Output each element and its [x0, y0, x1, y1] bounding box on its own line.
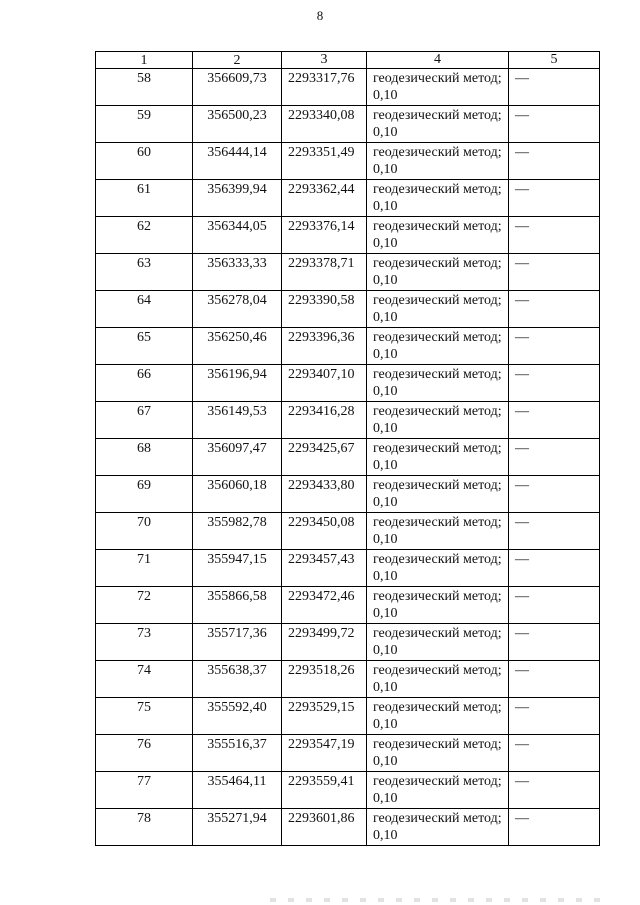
coordinate-y-cell — [282, 735, 367, 772]
method-cell — [367, 735, 509, 772]
description-cell-text: — — [515, 700, 529, 715]
point-number-cell-text: 76 — [137, 737, 151, 752]
point-number-cell — [96, 254, 193, 291]
scan-artifact — [270, 898, 610, 902]
coordinate-y-cell — [282, 624, 367, 661]
description-cell — [509, 809, 600, 846]
coordinate-x-cell — [193, 180, 282, 217]
coordinate-x-cell-text: 355982,78 — [207, 515, 267, 530]
description-cell — [509, 587, 600, 624]
point-number-cell — [96, 439, 193, 476]
coordinate-x-cell — [193, 772, 282, 809]
coordinate-y-cell-text: 2293433,80 — [288, 478, 355, 493]
table-row — [96, 550, 600, 587]
column-header-5: 5 — [509, 52, 600, 69]
method-cell — [367, 513, 509, 550]
coordinate-y-cell-text: 2293362,44 — [288, 182, 355, 197]
point-number-cell-text: 65 — [137, 330, 151, 345]
table-row — [96, 328, 600, 365]
point-number-cell-text: 60 — [137, 145, 151, 160]
coordinate-x-cell-text: 356196,94 — [207, 367, 267, 382]
coordinate-x-cell — [193, 143, 282, 180]
table-row — [96, 735, 600, 772]
table-body — [96, 69, 600, 846]
description-cell — [509, 365, 600, 402]
method-cell-text: геодезический метод; 0,10 — [373, 663, 502, 695]
point-number-cell — [96, 550, 193, 587]
coordinate-y-cell — [282, 550, 367, 587]
description-cell — [509, 476, 600, 513]
coordinate-y-cell — [282, 698, 367, 735]
coordinate-y-cell-text: 2293559,41 — [288, 774, 355, 789]
description-cell — [509, 439, 600, 476]
point-number-cell-text: 73 — [137, 626, 151, 641]
point-number-cell — [96, 587, 193, 624]
table-header-row — [96, 52, 600, 69]
coordinate-x-cell-text: 355464,11 — [207, 774, 267, 789]
method-cell-text: геодезический метод; 0,10 — [373, 478, 502, 510]
table-row — [96, 365, 600, 402]
point-number-cell-text: 58 — [137, 71, 151, 86]
description-cell-text: — — [515, 811, 529, 826]
method-cell — [367, 624, 509, 661]
method-cell — [367, 772, 509, 809]
point-number-cell — [96, 661, 193, 698]
coordinate-y-cell — [282, 106, 367, 143]
coordinate-x-cell-text: 355516,37 — [207, 737, 267, 752]
description-cell — [509, 661, 600, 698]
method-cell — [367, 402, 509, 439]
coordinate-y-cell — [282, 513, 367, 550]
description-cell — [509, 291, 600, 328]
description-cell — [509, 254, 600, 291]
point-number-cell-text: 68 — [137, 441, 151, 456]
coordinate-y-cell-text: 2293317,76 — [288, 71, 355, 86]
point-number-cell — [96, 402, 193, 439]
coordinate-y-cell-text: 2293425,67 — [288, 441, 355, 456]
description-cell — [509, 513, 600, 550]
method-cell-text: геодезический метод; 0,10 — [373, 774, 502, 806]
coordinate-y-cell-text: 2293450,08 — [288, 515, 355, 530]
description-cell-text: — — [515, 589, 529, 604]
point-number-cell — [96, 106, 193, 143]
coordinate-y-cell — [282, 809, 367, 846]
point-number-cell-text: 61 — [137, 182, 151, 197]
coordinate-x-cell-text: 355271,94 — [207, 811, 267, 826]
coordinate-x-cell — [193, 365, 282, 402]
description-cell-text: — — [515, 293, 529, 308]
description-cell-text: — — [515, 478, 529, 493]
method-cell — [367, 106, 509, 143]
coordinate-y-cell-text: 2293351,49 — [288, 145, 355, 160]
point-number-cell-text: 75 — [137, 700, 151, 715]
point-number-cell — [96, 476, 193, 513]
column-header-4: 4 — [367, 52, 509, 69]
page-number: 8 — [316, 8, 324, 23]
description-cell — [509, 402, 600, 439]
point-number-cell-text: 67 — [137, 404, 151, 419]
coordinate-x-cell-text: 356344,05 — [207, 219, 267, 234]
point-number-cell — [96, 217, 193, 254]
coordinate-y-cell — [282, 291, 367, 328]
table-row — [96, 661, 600, 698]
point-number-cell-text: 59 — [137, 108, 151, 123]
coordinate-y-cell — [282, 661, 367, 698]
coordinate-y-cell — [282, 69, 367, 106]
coordinate-x-cell-text: 355866,58 — [207, 589, 267, 604]
table-row — [96, 698, 600, 735]
coordinate-y-cell-text: 2293529,15 — [288, 700, 355, 715]
description-cell-text: — — [515, 71, 529, 86]
coordinate-x-cell — [193, 587, 282, 624]
point-number-cell-text: 64 — [137, 293, 151, 308]
description-cell-text: — — [515, 330, 529, 345]
coordinate-x-cell — [193, 476, 282, 513]
method-cell — [367, 698, 509, 735]
method-cell-text: геодезический метод; 0,10 — [373, 293, 502, 325]
point-number-cell — [96, 735, 193, 772]
method-cell — [367, 809, 509, 846]
description-cell-text: — — [515, 626, 529, 641]
method-cell — [367, 69, 509, 106]
method-cell-text: геодезический метод; 0,10 — [373, 219, 502, 251]
coordinate-x-cell-text: 356250,46 — [207, 330, 267, 345]
table-row — [96, 439, 600, 476]
description-cell-text: — — [515, 367, 529, 382]
coordinate-y-cell — [282, 476, 367, 513]
coordinate-x-cell — [193, 624, 282, 661]
method-cell — [367, 661, 509, 698]
coordinate-x-cell-text: 356278,04 — [207, 293, 267, 308]
method-cell-text: геодезический метод; 0,10 — [373, 145, 502, 177]
point-number-cell — [96, 180, 193, 217]
description-cell-text: — — [515, 663, 529, 678]
coordinate-x-cell-text: 355592,40 — [207, 700, 267, 715]
table-row — [96, 254, 600, 291]
table-row — [96, 106, 600, 143]
point-number-cell — [96, 143, 193, 180]
point-number-cell-text: 69 — [137, 478, 151, 493]
method-cell-text: геодезический метод; 0,10 — [373, 404, 502, 436]
method-cell — [367, 217, 509, 254]
coordinate-y-cell-text: 2293376,14 — [288, 219, 355, 234]
coordinate-x-cell — [193, 254, 282, 291]
method-cell — [367, 291, 509, 328]
coordinate-y-cell-text: 2293472,46 — [288, 589, 355, 604]
table-row — [96, 513, 600, 550]
coordinate-y-cell — [282, 180, 367, 217]
column-header-3: 3 — [282, 52, 367, 69]
coordinate-x-cell — [193, 661, 282, 698]
method-cell-text: геодезический метод; 0,10 — [373, 589, 502, 621]
method-cell-text: геодезический метод; 0,10 — [373, 626, 502, 658]
description-cell — [509, 106, 600, 143]
point-number-cell — [96, 365, 193, 402]
coordinate-x-cell — [193, 809, 282, 846]
point-number-cell-text: 78 — [137, 811, 151, 826]
coordinate-x-cell — [193, 735, 282, 772]
column-header-1: 1 — [96, 52, 193, 69]
coordinate-x-cell-text: 356333,33 — [207, 256, 267, 271]
table-row — [96, 587, 600, 624]
coordinate-y-cell — [282, 439, 367, 476]
table-row — [96, 291, 600, 328]
description-cell — [509, 550, 600, 587]
description-cell — [509, 180, 600, 217]
method-cell-text: геодезический метод; 0,10 — [373, 700, 502, 732]
coordinate-x-cell-text: 355717,36 — [207, 626, 267, 641]
point-number-cell-text: 70 — [137, 515, 151, 530]
point-number-cell-text: 74 — [137, 663, 151, 678]
coordinate-x-cell — [193, 402, 282, 439]
method-cell-text: геодезический метод; 0,10 — [373, 256, 502, 288]
column-header-2: 2 — [193, 52, 282, 69]
description-cell — [509, 772, 600, 809]
point-number-cell-text: 72 — [137, 589, 151, 604]
point-number-cell — [96, 809, 193, 846]
description-cell — [509, 69, 600, 106]
coordinate-x-cell-text: 356060,18 — [207, 478, 267, 493]
coordinate-y-cell-text: 2293407,10 — [288, 367, 355, 382]
coordinate-x-cell — [193, 328, 282, 365]
coordinate-y-cell — [282, 402, 367, 439]
table-row — [96, 217, 600, 254]
description-cell — [509, 735, 600, 772]
coordinate-x-cell-text: 356609,73 — [207, 71, 267, 86]
description-cell — [509, 217, 600, 254]
point-number-cell-text: 71 — [137, 552, 151, 567]
point-number-cell — [96, 698, 193, 735]
point-number-cell — [96, 772, 193, 809]
coordinate-y-cell-text: 2293457,43 — [288, 552, 355, 567]
coordinate-x-cell — [193, 698, 282, 735]
description-cell-text: — — [515, 256, 529, 271]
method-cell — [367, 587, 509, 624]
table-row — [96, 809, 600, 846]
description-cell — [509, 624, 600, 661]
description-cell-text: — — [515, 774, 529, 789]
table-row — [96, 180, 600, 217]
method-cell — [367, 439, 509, 476]
coordinate-x-cell-text: 355638,37 — [207, 663, 267, 678]
coordinate-x-cell-text: 356444,14 — [207, 145, 267, 160]
point-number-cell — [96, 69, 193, 106]
point-number-cell — [96, 624, 193, 661]
coordinate-y-cell — [282, 254, 367, 291]
coordinate-y-cell-text: 2293601,86 — [288, 811, 355, 826]
coordinate-y-cell-text: 2293416,28 — [288, 404, 355, 419]
coordinate-x-cell-text: 355947,15 — [207, 552, 267, 567]
coordinate-x-cell-text: 356399,94 — [207, 182, 267, 197]
description-cell — [509, 328, 600, 365]
method-cell-text: геодезический метод; 0,10 — [373, 737, 502, 769]
coordinate-y-cell-text: 2293518,26 — [288, 663, 355, 678]
method-cell — [367, 143, 509, 180]
point-number-cell — [96, 328, 193, 365]
method-cell-text: геодезический метод; 0,10 — [373, 552, 502, 584]
method-cell — [367, 328, 509, 365]
coordinate-x-cell-text: 356149,53 — [207, 404, 267, 419]
point-number-cell-text: 62 — [137, 219, 151, 234]
description-cell-text: — — [515, 404, 529, 419]
coordinate-y-cell — [282, 328, 367, 365]
coordinate-y-cell-text: 2293390,58 — [288, 293, 355, 308]
coordinate-y-cell — [282, 772, 367, 809]
description-cell-text: — — [515, 219, 529, 234]
method-cell-text: геодезический метод; 0,10 — [373, 330, 502, 362]
method-cell-text: геодезический метод; 0,10 — [373, 515, 502, 547]
point-number-cell-text: 66 — [137, 367, 151, 382]
description-cell-text: — — [515, 182, 529, 197]
table-row — [96, 143, 600, 180]
description-cell — [509, 698, 600, 735]
coordinate-y-cell — [282, 217, 367, 254]
method-cell — [367, 254, 509, 291]
method-cell-text: геодезический метод; 0,10 — [373, 441, 502, 473]
description-cell-text: — — [515, 515, 529, 530]
table-row — [96, 402, 600, 439]
method-cell-text: геодезический метод; 0,10 — [373, 71, 502, 103]
method-cell-text: геодезический метод; 0,10 — [373, 367, 502, 399]
method-cell-text: геодезический метод; 0,10 — [373, 182, 502, 214]
coordinate-x-cell — [193, 550, 282, 587]
point-number-cell-text: 77 — [137, 774, 151, 789]
coordinates-table — [95, 51, 600, 846]
coordinate-y-cell — [282, 365, 367, 402]
description-cell — [509, 143, 600, 180]
coordinate-x-cell — [193, 106, 282, 143]
coordinate-y-cell — [282, 587, 367, 624]
point-number-cell-text: 63 — [137, 256, 151, 271]
coordinate-y-cell-text: 2293340,08 — [288, 108, 355, 123]
description-cell-text: — — [515, 441, 529, 456]
table-row — [96, 69, 600, 106]
coordinate-y-cell-text: 2293547,19 — [288, 737, 355, 752]
method-cell-text: геодезический метод; 0,10 — [373, 811, 502, 843]
coordinate-x-cell — [193, 439, 282, 476]
description-cell-text: — — [515, 145, 529, 160]
coordinate-y-cell-text: 2293378,71 — [288, 256, 355, 271]
coordinate-x-cell-text: 356500,23 — [207, 108, 267, 123]
coordinate-y-cell-text: 2293396,36 — [288, 330, 355, 345]
coordinate-x-cell-text: 356097,47 — [207, 441, 267, 456]
method-cell — [367, 365, 509, 402]
description-cell-text: — — [515, 552, 529, 567]
method-cell — [367, 550, 509, 587]
coordinate-y-cell — [282, 143, 367, 180]
table-row — [96, 476, 600, 513]
method-cell-text: геодезический метод; 0,10 — [373, 108, 502, 140]
point-number-cell — [96, 513, 193, 550]
coordinate-y-cell-text: 2293499,72 — [288, 626, 355, 641]
table-row — [96, 624, 600, 661]
method-cell — [367, 180, 509, 217]
description-cell-text: — — [515, 108, 529, 123]
table-row — [96, 772, 600, 809]
coordinate-x-cell — [193, 291, 282, 328]
method-cell — [367, 476, 509, 513]
coordinate-x-cell — [193, 217, 282, 254]
coordinate-x-cell — [193, 513, 282, 550]
point-number-cell — [96, 291, 193, 328]
coordinate-x-cell — [193, 69, 282, 106]
description-cell-text: — — [515, 737, 529, 752]
